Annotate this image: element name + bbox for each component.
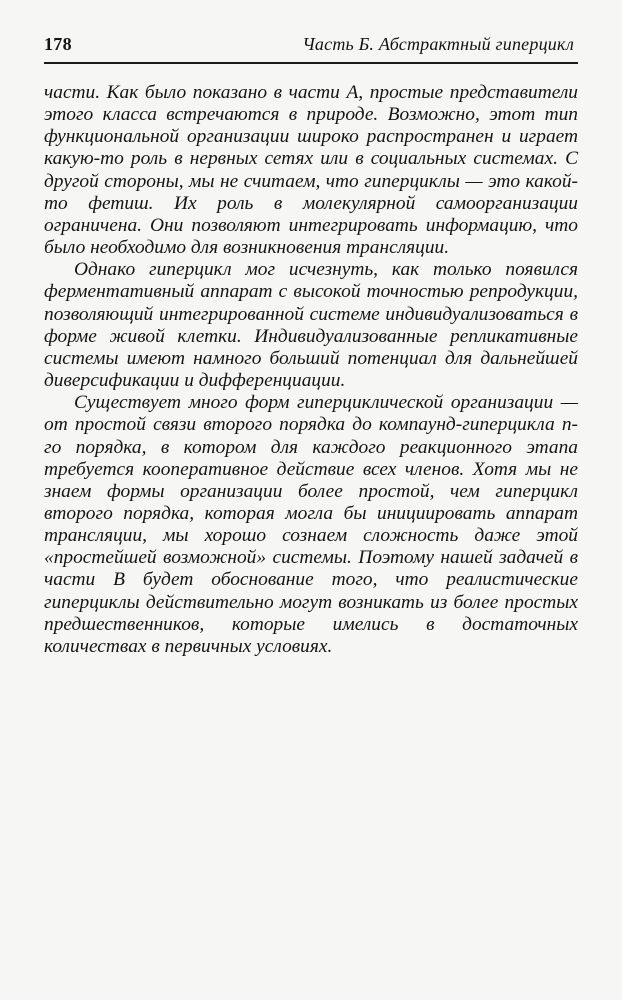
paragraph-3: Существует много форм гиперциклической организации — от простой связи второго порядка до компаунд-гиперцикла n-го порядка, в котором для каждого реакционного этапа требуется кооперативное действие всех членов. Хотя мы не знаем формы организации более простой, чем гиперцикл второго порядка, которая могла бы инициировать аппарат трансляции, мы хорошо сознаем сложность даже этой «простейшей возможной» системы. Поэтому нашей задачей в части В будет обоснование того, что реалистические гиперциклы действительно могут возникать из более простых предшественников, которые имелись в достаточных количествах в первичных условиях.: [44, 392, 578, 657]
header-rule: [44, 62, 578, 64]
running-head: [44, 34, 578, 58]
running-title: Часть Б. Абстрактный гиперцикл: [302, 34, 574, 54]
body-text: [44, 82, 578, 658]
paragraph-1: части. Как было показано в части А, простые представители этого класса встречаются в природе. Возможно, этот тип функциональной организации широко распространен и играет какую-то роль в нервных сетях или в социальных системах. С другой стороны, мы не считаем, что гиперциклы — это какой-то фетиш. Их роль в молекулярной самоорганизации ограничена. Они позволяют интегрировать информацию, что было необходимо для возникновения трансляции.: [44, 82, 578, 259]
paragraph-2: Однако гиперцикл мог исчезнуть, как только появился ферментативный аппарат с высокой точностью репродукции, позволяющий интегрированной системе индивидуализоваться в форме живой клетки. Индивидуализованные репликативные системы имеют намного больший потенциал для дальнейшей диверсификации и дифференциации.: [44, 259, 578, 392]
page-number: 178: [44, 34, 72, 54]
